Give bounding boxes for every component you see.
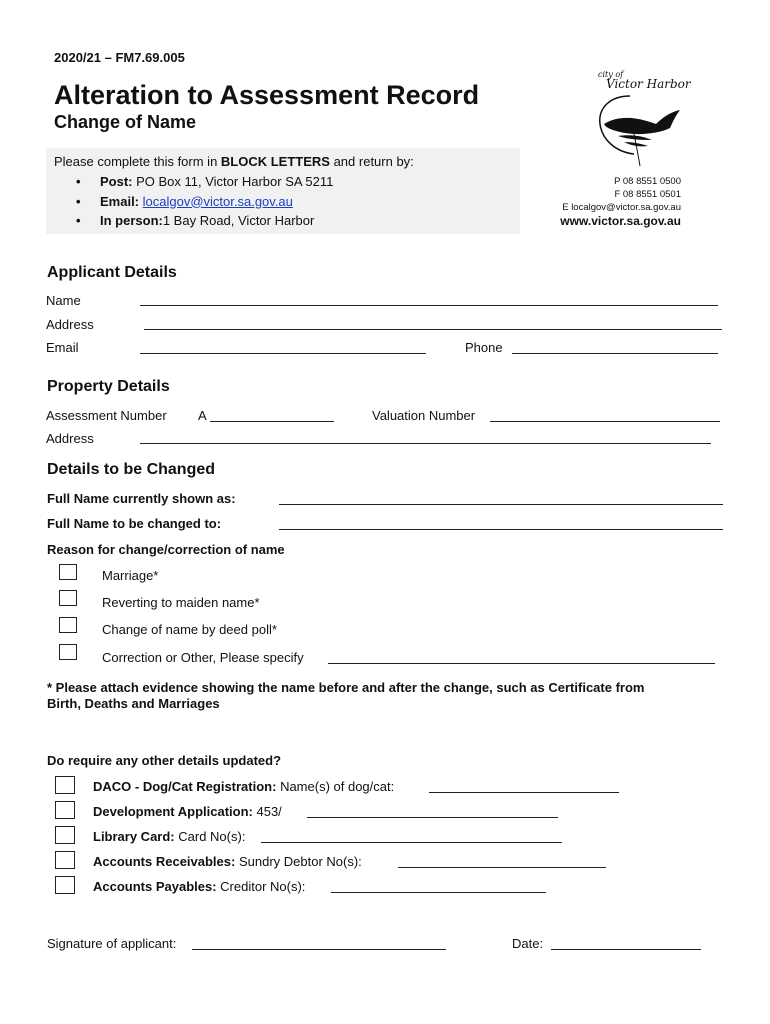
library-field[interactable] [261,842,562,843]
reason-deed-poll-label: Change of name by deed poll* [102,622,277,637]
property-heading: Property Details [47,378,170,395]
valuation-field[interactable] [490,421,720,422]
checkbox-receivables[interactable] [55,851,75,869]
page-subtitle: Change of Name [54,112,197,132]
library-label: Library Card: Card No(s): [93,829,246,844]
checkbox-deed-poll[interactable] [59,617,77,633]
checkbox-library[interactable] [55,826,75,844]
other-details-question: Do require any other details updated? [47,753,282,768]
instruction-email: • Email: localgov@victor.sa.gov.au [76,193,293,209]
logo-name: Victor Harbor [606,77,691,91]
checkbox-other[interactable] [59,644,77,660]
changes-heading: Details to be Changed [47,461,216,478]
assessment-prefix: A [198,408,207,423]
checkbox-payables[interactable] [55,876,75,894]
daco-label: DACO - Dog/Cat Registration: Name(s) of dog/cat: [93,779,395,794]
form-code: 2020/21 – FM7.69.005 [54,50,185,65]
logo-small-text: city of [598,70,624,79]
phone-label: Phone [465,340,503,355]
contact-website[interactable]: www.victor.sa.gov.au [560,214,681,228]
development-label: Development Application: 453/ [93,804,282,819]
signature-field[interactable] [192,949,446,950]
checkbox-marriage[interactable] [59,564,77,580]
new-name-field[interactable] [279,529,723,530]
council-logo [590,68,690,168]
assessment-field[interactable] [210,421,334,422]
contact-phone: P 08 8551 0500 [614,176,681,187]
current-name-label: Full Name currently shown as: [47,491,236,506]
contact-email: E localgov@victor.sa.gov.au [562,202,681,213]
checkbox-development[interactable] [55,801,75,819]
checkbox-maiden-name[interactable] [59,590,77,606]
instructions-box [46,148,520,234]
daco-field[interactable] [429,792,619,793]
evidence-note-line1: * Please attach evidence showing the name before and after the change, such as Certificate from [47,680,645,695]
receivables-label: Accounts Receivables: Sundry Debtor No(s): [93,854,362,869]
date-label: Date: [512,936,544,951]
receivables-field[interactable] [398,867,606,868]
instructions-intro: Please complete this form in BLOCK LETTERS and return by: [54,154,414,169]
applicant-heading: Applicant Details [47,264,177,281]
other-specify-field[interactable] [328,663,715,664]
property-address-field[interactable] [140,443,711,444]
assessment-label: Assessment Number [46,408,167,423]
reason-label: Reason for change/correction of name [47,542,285,557]
date-field[interactable] [551,949,701,950]
instruction-post: • Post: PO Box 11, Victor Harbor SA 5211 [76,174,334,189]
email-label: Email [46,340,79,355]
page-title: Alteration to Assessment Record [54,80,480,110]
email-link[interactable]: localgov@victor.sa.gov.au [142,193,293,209]
name-label: Name [46,293,81,308]
name-field[interactable] [140,305,718,306]
property-address-label: Address [46,431,94,446]
development-field[interactable] [307,817,558,818]
address-label: Address [46,317,94,332]
current-name-field[interactable] [279,504,723,505]
new-name-label: Full Name to be changed to: [47,516,222,531]
phone-field[interactable] [512,353,718,354]
instruction-in-person: • In person:1 Bay Road, Victor Harbor [76,213,315,228]
signature-label: Signature of applicant: [47,936,177,951]
checkbox-daco[interactable] [55,776,75,794]
contact-fax: F 08 8551 0501 [614,189,681,200]
reason-marriage-label: Marriage* [102,568,159,583]
reason-maiden-label: Reverting to maiden name* [102,595,260,610]
email-field[interactable] [140,353,426,354]
payables-label: Accounts Payables: Creditor No(s): [93,879,306,894]
payables-field[interactable] [331,892,546,893]
evidence-note-line2: Birth, Deaths and Marriages [47,696,220,711]
whale-icon [590,94,690,174]
valuation-label: Valuation Number [372,408,476,423]
address-field[interactable] [144,329,722,330]
reason-other-label: Correction or Other, Please specify [102,650,304,665]
